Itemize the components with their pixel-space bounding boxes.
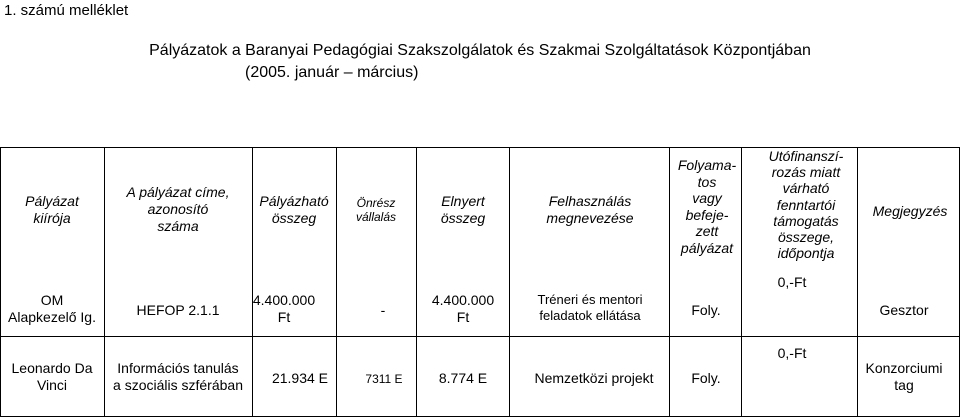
header-issuer: Pályázat kiírója (25, 193, 79, 226)
row1-usage: Tréneri és mentori feladatok ellátása (537, 292, 643, 323)
row2-title: Információs tanulás a szociális szférában (113, 360, 243, 393)
row2-usage: Nemzetközi projekt (534, 370, 654, 386)
row1-postfinancing: 0,-Ft (777, 274, 807, 290)
row2-remark: Konzorciumi tag (865, 360, 943, 393)
row1-applicable-amount: 4.400.000 Ft (252, 292, 316, 325)
header-title-id: A pályázat címe, azonosító száma (126, 184, 230, 234)
header-won-amount: Elnyert összeg (440, 193, 486, 226)
row1-id: HEFOP 2.1.1 (136, 302, 220, 318)
header-usage: Felhasználás megnevezése (546, 193, 634, 226)
header-applicable-amount: Pályázható összeg (259, 193, 329, 226)
row2-won-amount: 8.774 E (438, 370, 488, 386)
row2-applicable-amount: 21.934 E (271, 370, 329, 386)
attachment-heading: 1. számú melléklet (4, 2, 129, 19)
header-own-contribution: Önrész vállalás (355, 196, 397, 225)
row2-own-contribution: 7311 E (365, 372, 403, 386)
header-remark: Megjegyzés (872, 203, 948, 219)
header-postfinancing: Utófinanszí- rozás miatt várható fenntartói támogatás összege, időpontja (768, 148, 844, 262)
document-title: Pályázatok a Baranyai Pedagógiai Szakszolgálatok és Szakmai Szolgáltatások Központjában (149, 42, 811, 59)
row1-status: Foly. (691, 302, 721, 318)
row2-issuer: Leonardo Da Vinci (11, 360, 93, 393)
row1-own-contribution: - (380, 302, 386, 318)
row2-postfinancing: 0,-Ft (777, 345, 807, 361)
document-period: (2005. január – március) (245, 64, 419, 81)
row2-status: Foly. (691, 370, 721, 386)
row1-issuer: OM Alapkezelő Ig. (8, 292, 96, 325)
row1-won-amount: 4.400.000 Ft (431, 292, 495, 325)
header-status: Folyama- tos vagy befeje- zett pályázat (677, 157, 737, 256)
row1-remark: Gesztor (879, 302, 929, 318)
